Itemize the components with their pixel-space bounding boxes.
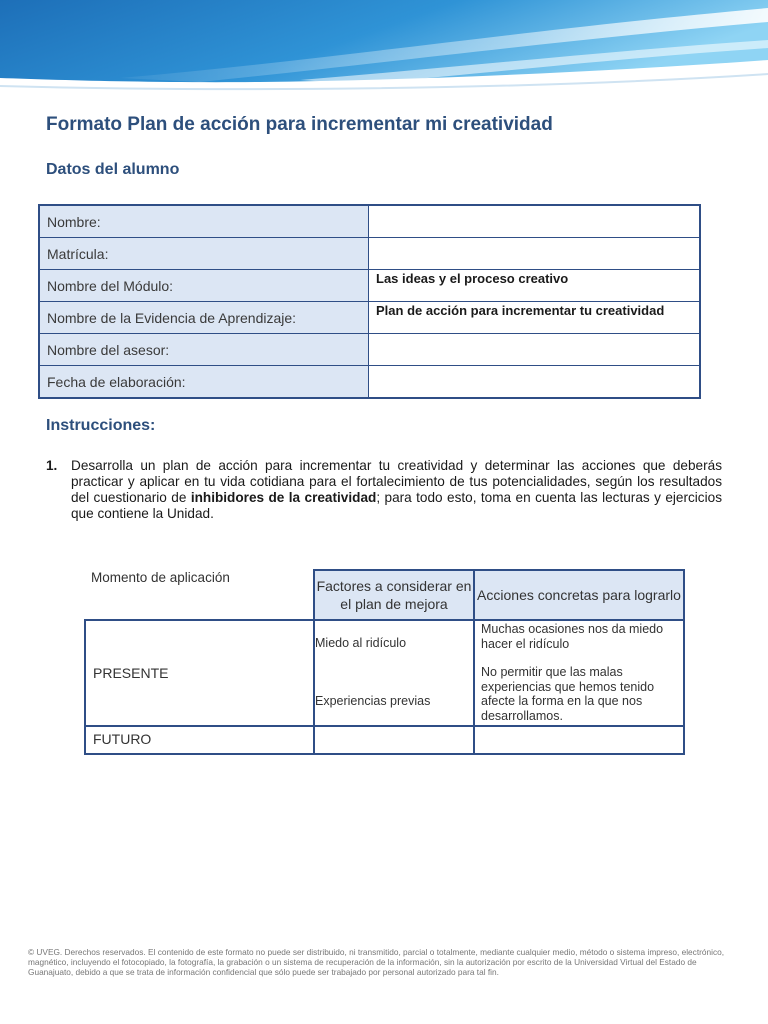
page-title: Formato Plan de acción para incrementar mi creatividad — [46, 114, 553, 135]
field-value[interactable] — [369, 334, 701, 366]
instruction-item — [46, 458, 722, 522]
instruction-text — [71, 458, 722, 522]
presente-label: PRESENTE — [85, 620, 314, 726]
factors-cell-futuro[interactable] — [314, 726, 474, 754]
action-item: No permitir que las malas experiencias que hemos tenido afecte la forma en la que nos desarrollamos. — [481, 665, 655, 723]
futuro-label: FUTURO — [85, 726, 314, 754]
actions-cell-futuro[interactable] — [474, 726, 684, 754]
table-row — [39, 302, 700, 334]
field-label: Nombre de la Evidencia de Aprendizaje: — [39, 302, 369, 334]
field-value[interactable] — [369, 366, 701, 399]
table-row — [39, 270, 700, 302]
field-value[interactable]: Plan de acción para incrementar tu creatividad — [369, 302, 701, 334]
copyright-footer: © UVEG. Derechos reservados. El contenido de este formato no puede ser distribuido, ni transmitido, parcial o totalmente, mediante cualquier medio, método o sistema impreso, electrónico, magnético, incluyendo el fotocopiado, la fotografía, la grabación o un sistema de recuperación de la información, sin la autorización por escrito de la Universidad Virtual del Estado de Guanajuato, debido a que se trata de información confidencial que sólo puede ser trabajado por personal autorizado para tal fin. — [28, 947, 725, 977]
field-label: Matrícula: — [39, 238, 369, 270]
header-banner — [0, 0, 768, 96]
instruction-text-part: ; para todo esto, toma en cuenta las lecturas y ejercicios que contiene la Unidad. — [71, 490, 722, 521]
empty-cell — [85, 570, 314, 620]
factor-item: Experiencias previas — [315, 694, 431, 708]
table-row — [85, 726, 684, 754]
action-item: Muchas ocasiones nos da miedo hacer el ridículo — [481, 622, 664, 651]
instruction-text-bold: inhibidores de la creatividad — [190, 490, 377, 505]
table-row — [39, 334, 700, 366]
instruction-text-part: Desarrolla un plan de acción para incrementar tu creatividad y determinar las acciones que deberás practicar y aplicar en tu vida cotidiana para el fortalecimiento de tus potencialidades, según los resultados del cuestionario de — [71, 458, 722, 505]
section-title-student-data: Datos del alumno — [46, 161, 180, 178]
instruction-number: 1. — [46, 458, 58, 473]
section-title-instructions: Instrucciones: — [46, 417, 156, 434]
table-row — [39, 238, 700, 270]
column-header-actions: Acciones concretas para lograrlo — [474, 570, 684, 620]
table-row — [39, 366, 700, 399]
student-data-table — [38, 204, 701, 399]
field-value[interactable] — [369, 205, 701, 238]
field-label: Nombre del Módulo: — [39, 270, 369, 302]
action-plan-table — [84, 569, 685, 755]
table-row — [39, 205, 700, 238]
factor-item: Miedo al ridículo — [315, 636, 407, 650]
field-label: Nombre: — [39, 205, 369, 238]
column-header-factors: Factores a considerar en el plan de mejora — [314, 570, 474, 620]
table-row — [85, 570, 684, 620]
actions-cell[interactable] — [474, 620, 684, 726]
field-label: Nombre del asesor: — [39, 334, 369, 366]
field-value[interactable] — [369, 238, 701, 270]
momento-label: Momento de aplicación — [91, 570, 230, 585]
field-value[interactable]: Las ideas y el proceso creativo — [369, 270, 701, 302]
field-label: Fecha de elaboración: — [39, 366, 369, 399]
factors-cell[interactable] — [314, 620, 474, 726]
table-row — [85, 620, 684, 726]
